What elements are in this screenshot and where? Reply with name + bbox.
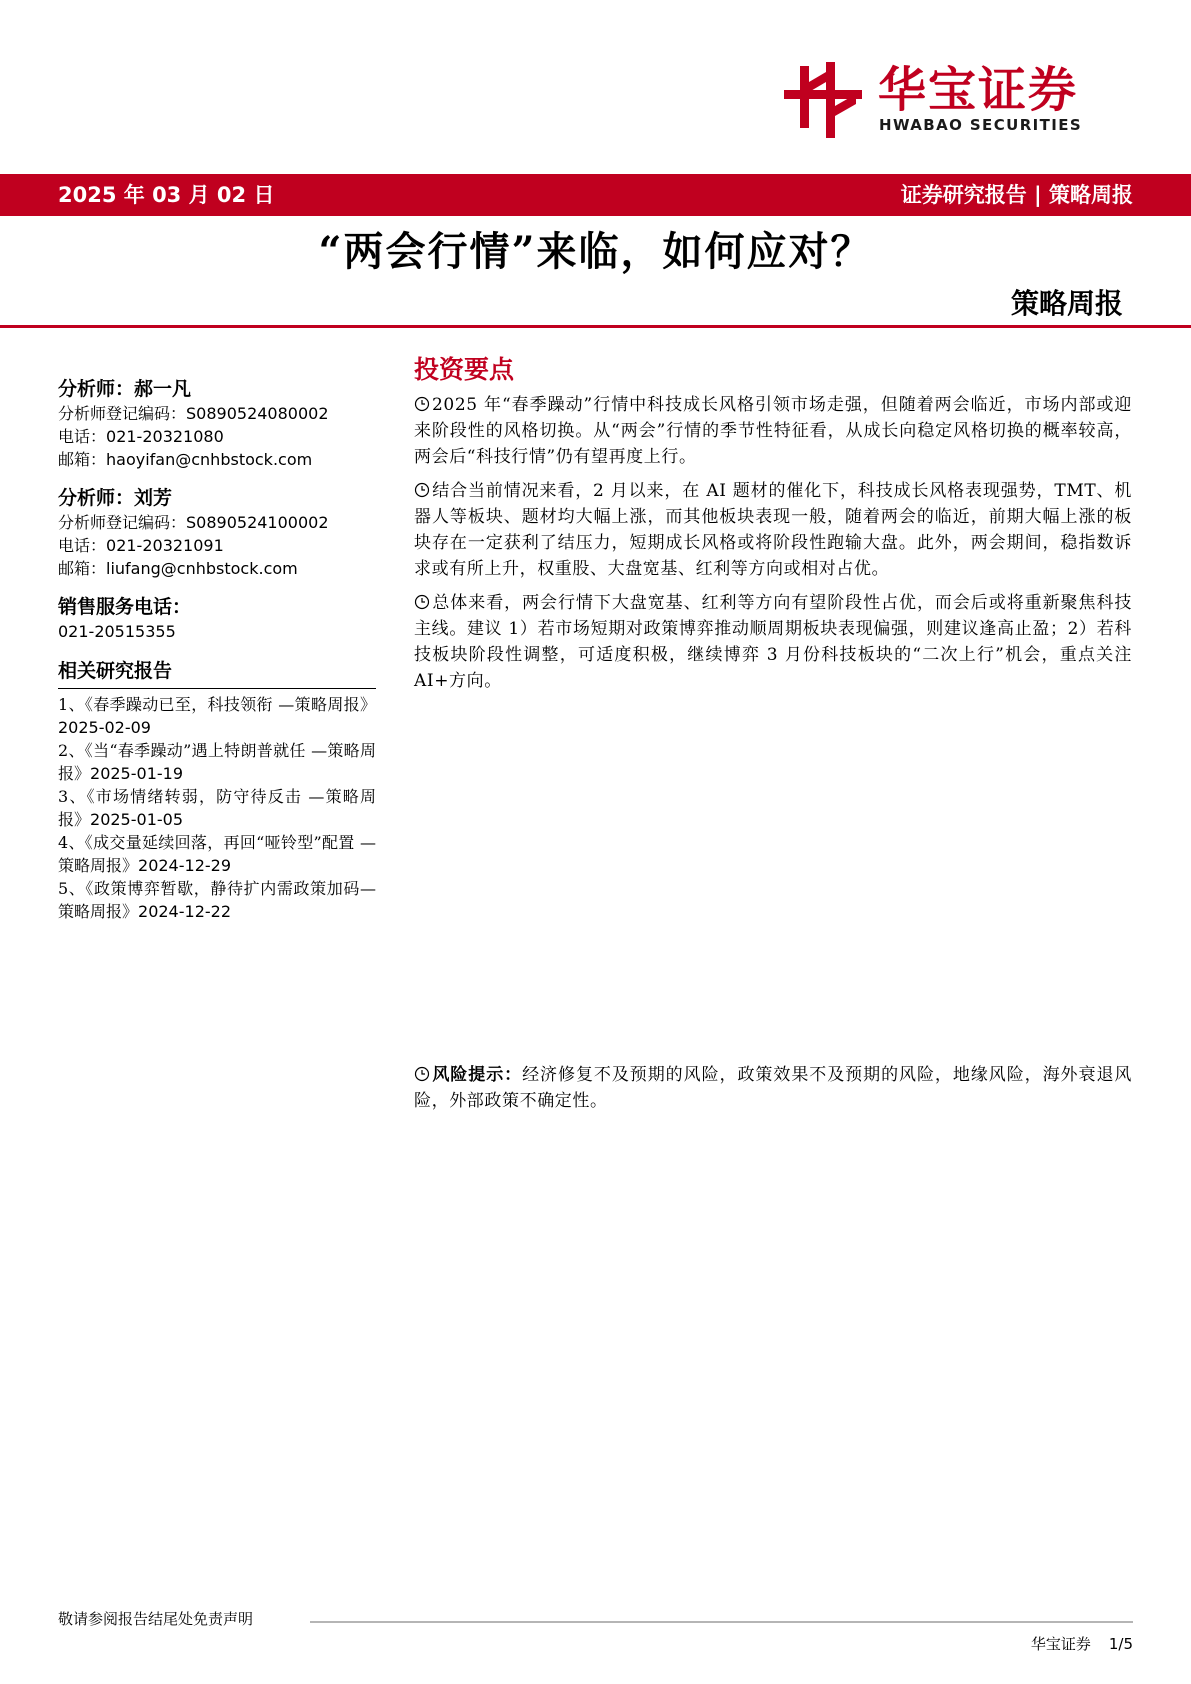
footer-disclaimer: 敬请参阅报告结尾处免责声明 — [58, 1610, 254, 1628]
analyst-phone: 电话：021-20321080 — [58, 427, 224, 446]
sales-contact — [58, 594, 376, 643]
report-subtitle: 策略周报 — [1010, 287, 1123, 320]
risk-paragraph — [414, 1062, 1132, 1114]
logo-name-en: HWABAO SECURITIES — [879, 116, 1083, 134]
report-category: 证券研究报告 | 策略周报 — [900, 183, 1133, 207]
related-reports-list — [58, 693, 376, 923]
analyst-reg: 分析师登记编码：S0890524100002 — [58, 513, 329, 532]
company-logo — [782, 60, 1127, 142]
logo-name-cn: 华宝证券 — [878, 62, 1079, 118]
key-point-paragraph: 总体来看，两会行情下大盘宽基、红利等方向有望阶段性占优，而会后或将重新聚焦科技主线。建议 1）若市场短期对政策博弈推动顺周期板块表现偏强，则建议逢高止盈；2）若科技板块阶段性调整，可适度积极，继续博弈 3 月份科技板块的“二次上行”机会，重点关注 AI+方向。 — [414, 593, 1132, 691]
analyst-reg: 分析师登记编码：S0890524080002 — [58, 404, 329, 423]
page-number: 1/5 — [1108, 1635, 1133, 1653]
related-report-item[interactable]: 5、《政策博弈暂歇，静待扩内需政策加码—策略周报》2024-12-22 — [58, 879, 376, 921]
clock-bullet-icon — [414, 482, 430, 498]
analyst-card — [58, 485, 376, 580]
sidebar — [58, 376, 376, 923]
clock-bullet-icon — [414, 594, 430, 610]
analyst-email[interactable]: 邮箱：liufang@cnhbstock.com — [58, 559, 298, 578]
main-content — [414, 352, 1132, 702]
analyst-phone: 电话：021-20321091 — [58, 536, 224, 555]
analyst-name: 分析师：刘芳 — [58, 487, 173, 509]
key-point-paragraph: 结合当前情况来看，2 月以来，在 AI 题材的催化下，科技成长风格表现强势，TMT、机器人等板块、题材均大幅上涨，而其他板块表现一般，随着两会的临近，前期大幅上涨的板块存在一定获利了结压力，短期成长风格或将阶段性跑输大盘。此外，两会期间，稳指数诉求或有所上升，权重股、大盘宽基、红利等方向或相对占优。 — [414, 481, 1132, 579]
risk-label: 风险提示： — [432, 1065, 523, 1085]
related-report-item[interactable]: 2、《当“春季躁动”遇上特朗普就任 —策略周报》2025-01-19 — [58, 741, 376, 783]
header-bar — [0, 174, 1191, 216]
logo-mark-icon — [782, 60, 870, 140]
footer-divider — [310, 1621, 1133, 1623]
risk-text: 经济修复不及预期的风险，政策效果不及预期的风险，地缘风险，海外衰退风险，外部政策不确定性。 — [414, 1065, 1132, 1111]
sales-label: 销售服务电话： — [58, 596, 192, 618]
related-reports-heading: 相关研究报告 — [58, 657, 376, 689]
report-date: 2025 年 03 月 02 日 — [58, 183, 275, 207]
section-title: 投资要点 — [414, 355, 515, 384]
footer-company: 华宝证券 — [1030, 1635, 1091, 1653]
key-point-paragraph: 2025 年“春季躁动”行情中科技成长风格引领市场走强，但随着两会临近，市场内部或迎来阶段性的风格切换。从“两会”行情的季节性特征看，从成长向稳定风格切换的概率较高，两会后“科技行情”仍有望再度上行。 — [414, 395, 1132, 467]
analyst-email[interactable]: 邮箱：haoyifan@cnhbstock.com — [58, 450, 313, 469]
related-report-item[interactable]: 3、《市场情绪转弱，防守待反击 —策略周报》2025-01-05 — [58, 787, 376, 829]
title-divider — [0, 325, 1191, 328]
related-report-item[interactable]: 4、《成交量延续回落，再回“哑铃型”配置 —策略周报》2024-12-29 — [58, 833, 376, 875]
clock-bullet-icon — [414, 1066, 430, 1082]
report-title: “两会行情”来临，如何应对？ — [318, 228, 873, 275]
analyst-name: 分析师：郝一凡 — [58, 378, 192, 400]
clock-bullet-icon — [414, 396, 430, 412]
sales-phone: 021-20515355 — [58, 622, 176, 641]
footer-right — [1031, 1634, 1133, 1654]
related-report-item[interactable]: 1、《春季躁动已至，科技领衔 —策略周报》2025-02-09 — [58, 695, 376, 737]
risk-section — [414, 1062, 1132, 1122]
analyst-card — [58, 376, 376, 471]
